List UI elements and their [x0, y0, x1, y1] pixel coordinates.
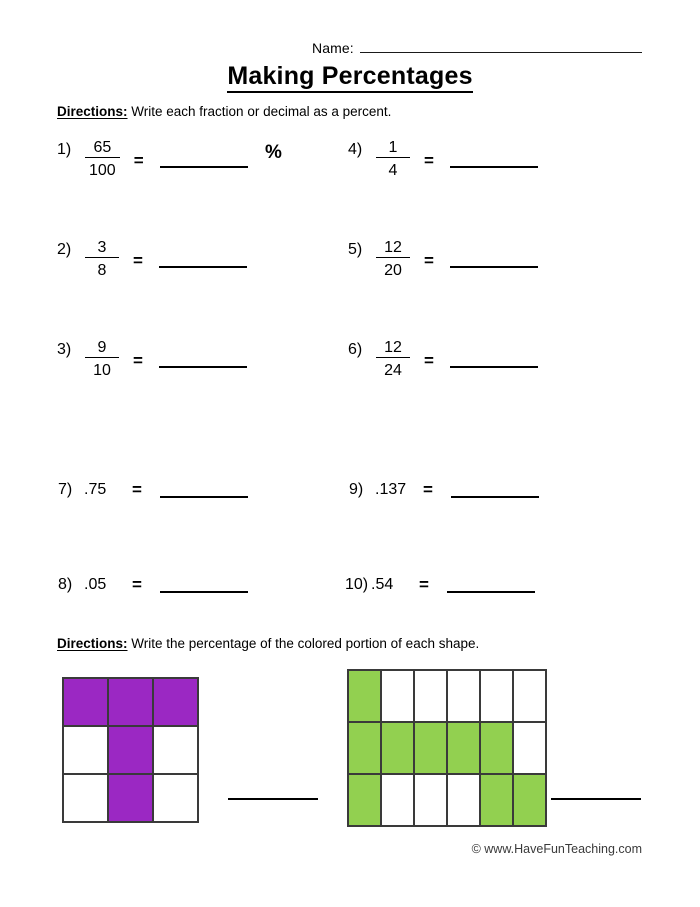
problem-4-numerator: 1	[388, 139, 398, 156]
name-input-line[interactable]	[360, 41, 642, 53]
problem-10-number: 10)	[345, 576, 369, 593]
equals-sign: =	[423, 480, 433, 499]
problem-2-number: 2)	[57, 241, 72, 258]
page-title	[0, 62, 700, 91]
problem-3-number: 3)	[57, 341, 72, 358]
problem-8-answer-blank[interactable]	[160, 591, 248, 593]
problem-6-denominator: 24	[384, 362, 402, 379]
grid-cell-r2-c2	[108, 726, 153, 774]
problem-4-number: 4)	[348, 141, 363, 158]
grid-cell-r1-c2	[381, 670, 414, 722]
problem-6-number: 6)	[348, 341, 363, 358]
directions-section-1	[57, 104, 391, 119]
green-grid-answer-blank[interactable]	[551, 798, 641, 800]
problem-9-value: .137	[375, 481, 407, 498]
problem-8-value: .05	[84, 576, 107, 593]
problem-5-number: 5)	[348, 241, 363, 258]
problem-3-numerator: 9	[97, 339, 107, 356]
grid-cell-r3-c1	[63, 774, 108, 822]
grid-cell-r1-c3	[153, 678, 198, 726]
equals-sign: =	[133, 351, 143, 370]
equals-sign: =	[132, 480, 142, 499]
equals-sign: =	[133, 151, 144, 170]
problem-9-number: 9)	[349, 481, 364, 498]
problem-7-answer-blank[interactable]	[160, 496, 248, 498]
directions-label-1: Directions:	[57, 104, 128, 119]
directions-text-2: Write the percentage of the colored portion of each shape.	[127, 636, 480, 651]
grid-cell-r3-c5	[480, 774, 513, 826]
problem-1-numerator: 65	[93, 139, 112, 156]
equals-sign: =	[132, 575, 142, 594]
grid-cell-r2-c1	[63, 726, 108, 774]
problem-4-answer-blank[interactable]	[450, 166, 538, 168]
problem-4	[348, 138, 538, 181]
grid-cell-r2-c6	[513, 722, 546, 774]
grid-cell-r2-c5	[480, 722, 513, 774]
equals-sign: =	[424, 351, 434, 370]
grid-cell-r1-c1	[348, 670, 381, 722]
grid-cell-r1-c6	[513, 670, 546, 722]
problem-2	[57, 238, 247, 281]
grid-cell-r3-c4	[447, 774, 480, 826]
problem-3-denominator: 10	[93, 362, 111, 379]
problem-2-fraction	[85, 238, 119, 281]
problem-1	[57, 138, 248, 181]
problem-4-fraction	[376, 138, 410, 181]
problem-6-numerator: 12	[384, 339, 402, 356]
grid-cell-r1-c5	[480, 670, 513, 722]
grid-cell-r2-c2	[381, 722, 414, 774]
grid-cell-r3-c3	[153, 774, 198, 822]
problem-8-number: 8)	[58, 576, 73, 593]
problem-10	[345, 575, 535, 595]
problem-2-numerator: 3	[97, 239, 107, 256]
problem-1-number: 1)	[57, 141, 72, 158]
grid-cell-r1-c3	[414, 670, 447, 722]
problem-1-fraction	[85, 138, 120, 181]
grid-cell-r3-c1	[348, 774, 381, 826]
directions-section-2	[57, 636, 479, 651]
directions-label-2: Directions:	[57, 636, 128, 651]
problem-5-denominator: 20	[384, 262, 402, 279]
equals-sign: =	[133, 251, 143, 270]
grid-cell-r1-c2	[108, 678, 153, 726]
problem-3	[57, 338, 247, 381]
purple-grid-answer-blank[interactable]	[228, 798, 318, 800]
grid-cell-r2-c4	[447, 722, 480, 774]
problem-1-denominator: 100	[89, 162, 116, 179]
grid-cell-r3-c2	[108, 774, 153, 822]
equals-sign: =	[424, 251, 434, 270]
problem-9-answer-blank[interactable]	[451, 496, 539, 498]
problem-7-number: 7)	[58, 481, 73, 498]
problem-8	[58, 575, 248, 595]
problem-7	[58, 480, 248, 500]
problem-6	[348, 338, 538, 381]
problem-4-denominator: 4	[388, 162, 398, 179]
problem-3-fraction	[85, 338, 119, 381]
problem-3-answer-blank[interactable]	[159, 366, 247, 368]
problem-6-fraction	[376, 338, 410, 381]
grid-cell-r2-c3	[153, 726, 198, 774]
grid-cell-r1-c4	[447, 670, 480, 722]
directions-text-1: Write each fraction or decimal as a percent.	[127, 104, 392, 119]
problem-5-numerator: 12	[384, 239, 402, 256]
grid-cell-r3-c3	[414, 774, 447, 826]
problem-5-fraction	[376, 238, 410, 281]
grid-cell-r2-c3	[414, 722, 447, 774]
name-field-row	[312, 40, 642, 56]
percent-sign: %	[265, 142, 282, 163]
page-title-text: Making Percentages	[227, 62, 472, 93]
grid-cell-r3-c2	[381, 774, 414, 826]
problem-6-answer-blank[interactable]	[450, 366, 538, 368]
grid-cell-r2-c1	[348, 722, 381, 774]
green-grid-shape	[347, 669, 547, 827]
problem-2-answer-blank[interactable]	[159, 266, 247, 268]
equals-sign: =	[424, 151, 434, 170]
equals-sign: =	[419, 575, 429, 594]
problem-9	[349, 480, 539, 500]
name-label: Name:	[312, 40, 354, 56]
problem-5-answer-blank[interactable]	[450, 266, 538, 268]
problem-1-answer-blank[interactable]	[160, 166, 248, 168]
copyright-footer: © www.HaveFunTeaching.com	[471, 842, 642, 856]
grid-cell-r3-c6	[513, 774, 546, 826]
problem-10-answer-blank[interactable]	[447, 591, 535, 593]
problem-7-value: .75	[84, 481, 107, 498]
problem-10-value: .54	[371, 576, 394, 593]
problem-2-denominator: 8	[97, 262, 107, 279]
purple-grid-shape	[62, 677, 199, 823]
problem-5	[348, 238, 538, 281]
grid-cell-r1-c1	[63, 678, 108, 726]
